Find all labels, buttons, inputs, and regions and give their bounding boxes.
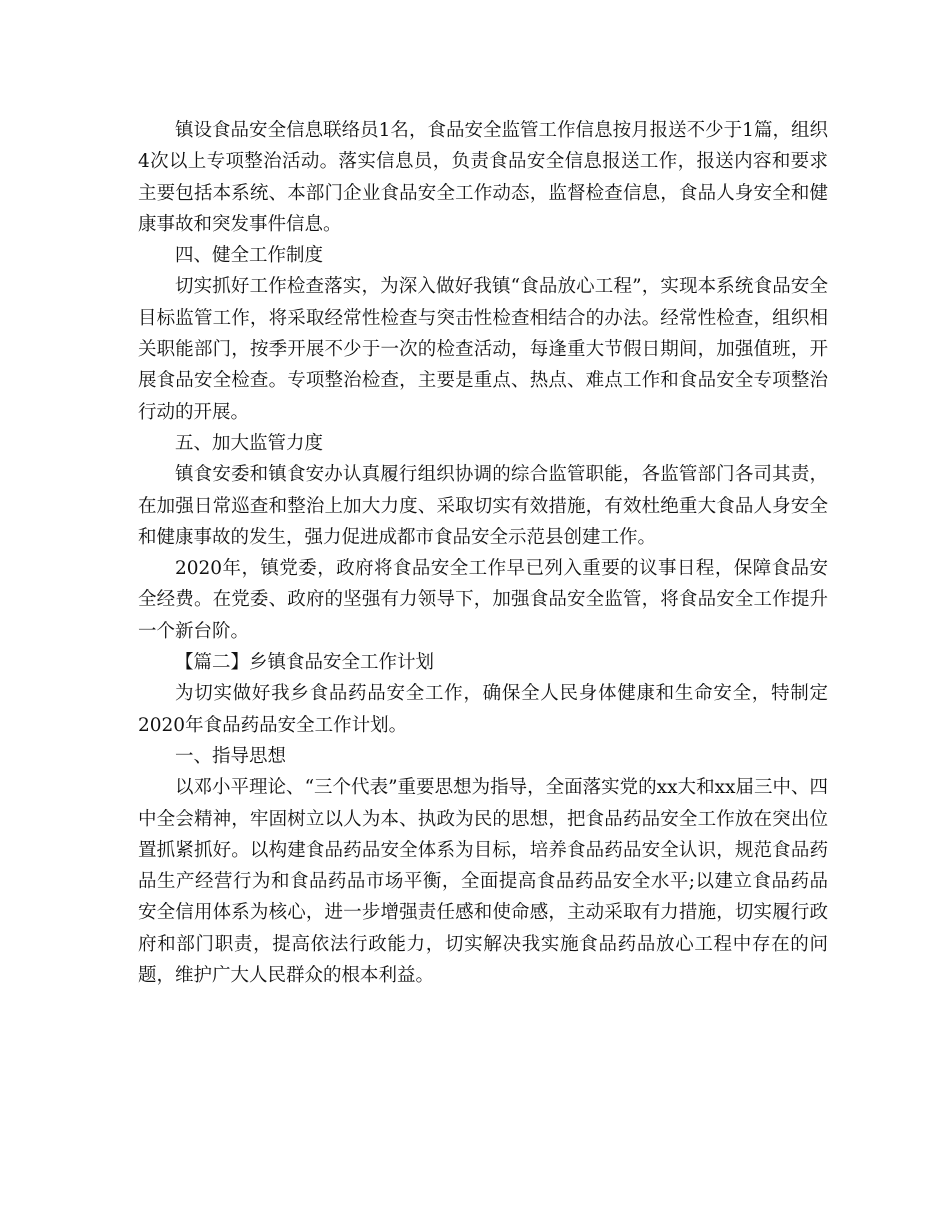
paragraph-2020-plan: 2020年，镇党委，政府将食品安全工作早已列入重要的议事日程，保障食品安全经费。在党委、政府的坚强有力领导下，加强食品安全监管，将食品安全工作提升一个新台阶。 (138, 558, 828, 642)
paragraph-intro: 为切实做好我乡食品药品安全工作，确保全人民身体健康和生命安全，特制定2020年食品药品安全工作计划。 (138, 683, 828, 736)
heading-section-5: 五、加大监管力度 (175, 432, 324, 454)
paragraph-inspection: 切实抓好工作检查落实，为深入做好我镇“食品放心工程”，实现本系统食品安全目标监管工作，将采取经常性检查与突击性检查相结合的办法。经常性检查，组织相关职能部门，按季开展不少于一次的检查活动，每逢重大节假日期间，加强值班，开展食品安全检查。专项整治检查，主要是重点、热点、难点工作和食品安全专项整治行动的开展。 (138, 276, 828, 423)
document-body (138, 115, 828, 991)
heading-guiding-thought: 一、指导思想 (175, 745, 287, 767)
paragraph-supervision: 镇食安委和镇食安办认真履行组织协调的综合监管职能，各监管部门各司其责，在加强日常巡查和整治上加大力度、采取切实有效措施，有效杜绝重大食品人身安全和健康事故的发生，强力促进成都市食品安全示范县创建工作。 (138, 464, 828, 548)
paragraph-guiding-thought: 以邓小平理论、“三个代表”重要思想为指导，全面落实党的xx大和xx届三中、四中全会精神，牢固树立以人为本、执政为民的思想，把食品药品安全工作放在突出位置抓紧抓好。以构建食品药品安全体系为目标，培养食品药品安全认识，规范食品药品生产经营行为和食品药品市场平衡，全面提高食品药品安全水平;以建立食品药品安全信用体系为核心，进一步增强责任感和使命感，主动采取有力措施，切实履行政府和部门职责，提高依法行政能力，切实解决我实施食品药品放心工程中存在的问题，维护广大人民群众的根本利益。 (138, 777, 828, 987)
heading-section-4: 四、健全工作制度 (175, 245, 324, 267)
heading-part-2: 【篇二】乡镇食品安全工作计划 (175, 652, 435, 674)
paragraph-info-liaison: 镇设食品安全信息联络员1名，食品安全监管工作信息按月报送不少于1篇，组织4次以上专项整治活动。落实信息员，负责食品安全信息报送工作，报送内容和要求主要包括本系统、本部门企业食品安全工作动态，监督检查信息，食品人身安全和健康事故和突发事件信息。 (138, 120, 828, 235)
